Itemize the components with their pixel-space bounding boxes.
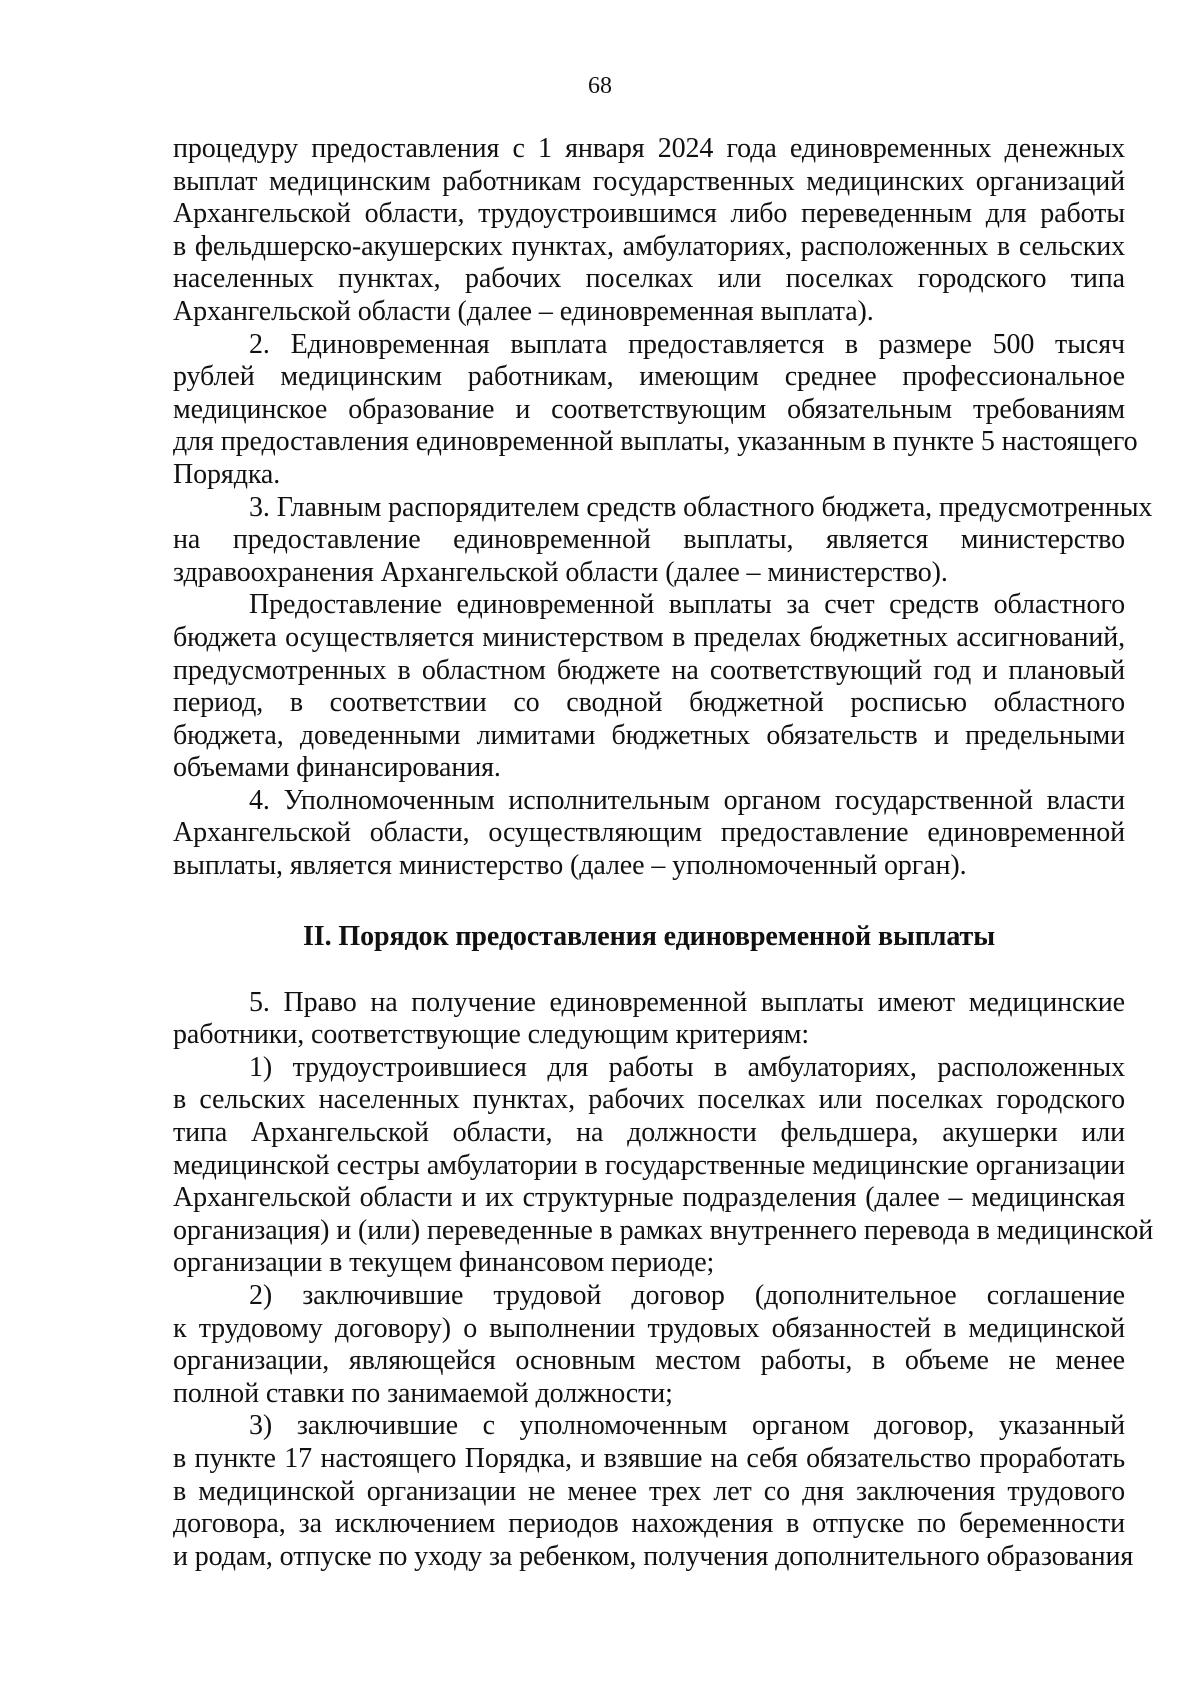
paragraph-p-5-1 [173, 1051, 1154, 1280]
paragraphs-before-heading [173, 133, 1153, 883]
text-line: в медицинской организации не менее трех лет со дня заключения трудового [173, 1475, 1125, 1507]
text-line: предусмотренных в областном бюджете на соответствующий год и плановый [173, 654, 1125, 686]
document-body [173, 133, 1154, 1573]
text-line: 3. Главным распорядителем средств областного бюджета, предусмотренных [249, 491, 1153, 523]
text-line: 1) трудоустроившиеся для работы в амбулаториях, расположенных [249, 1051, 1125, 1083]
text-line: рублей медицинским работникам, имеющим среднее профессиональное [173, 361, 1125, 393]
text-line: Архангельской области, трудоустроившимся либо переведенным для работы [173, 198, 1125, 230]
text-line: работники, соответствующие следующим критериям: [173, 1019, 810, 1051]
paragraph-p-5 [173, 987, 1125, 1052]
text-line: на предоставление единовременной выплаты, является министерство [173, 524, 1125, 556]
paragraph-p-5-3 [173, 1410, 1134, 1573]
text-line: Архангельской области, осуществляющим предоставление единовременной [173, 817, 1125, 849]
text-line: период, в соответствии со сводной бюджетной росписью областного [173, 687, 1125, 719]
text-line: 2. Единовременная выплата предоставляется в размере 500 тысяч [249, 328, 1125, 360]
text-line: медицинской сестры амбулатории в государственные медицинские организации [173, 1149, 1125, 1181]
text-line: выплат медицинским работникам государственных медицинских организаций [173, 165, 1125, 197]
text-line: типа Архангельской области, на должности фельдшера, акушерки или [173, 1117, 1125, 1149]
paragraph-p-3b [173, 589, 1125, 785]
text-line: 5. Право на получение единовременной выплаты имеют медицинские [249, 986, 1125, 1018]
text-line: объемами финансирования. [173, 752, 501, 784]
text-line: в фельдшерско-акушерских пунктах, амбулаториях, расположенных в сельских [173, 230, 1125, 262]
text-line: Порядка. [173, 458, 281, 490]
paragraph-p-2 [173, 328, 1138, 492]
text-line: процедуру предоставления с 1 января 2024 года единовременных денежных [173, 133, 1125, 164]
text-line: договора, за исключением периодов нахождения в отпуске по беременности [173, 1508, 1125, 1540]
text-line: Архангельской области и их структурные подразделения (далее – медицинская [173, 1182, 1125, 1214]
text-line: бюджета осуществляется министерством в пределах бюджетных ассигнований, [173, 621, 1125, 653]
text-line: в сельских населенных пунктах, рабочих поселках или поселках городского [173, 1084, 1125, 1116]
paragraphs-after-heading [173, 986, 1154, 1574]
paragraph-p-3 [173, 491, 1153, 590]
paragraph-p-5-2 [173, 1280, 1125, 1410]
text-line: 4. Уполномоченным исполнительным органом государственной власти [249, 784, 1125, 816]
text-line: населенных пунктах, рабочих поселках или поселках городского типа [173, 263, 1125, 295]
text-line: бюджета, доведенными лимитами бюджетных обязательств и предельными [173, 719, 1125, 751]
text-line: 2) заключившие трудовой договор (дополнительное соглашение [249, 1280, 1125, 1311]
text-line: 3) заключившие с уполномоченным органом договор, указанный [249, 1410, 1125, 1442]
text-line: организации в текущем финансовом периоде; [173, 1247, 715, 1279]
text-line: организация) и (или) переведенные в рамках внутреннего перевода в медицинской [173, 1214, 1154, 1246]
text-line: для предоставления единовременной выплаты, указанным в пункте 5 настоящего [173, 426, 1138, 458]
text-line: полной ставки по занимаемой должности; [173, 1377, 673, 1409]
text-line: и родам, отпуске по уходу за ребенком, получения дополнительного образования [173, 1540, 1134, 1572]
paragraph-p-4 [173, 785, 1125, 883]
text-line: организации, являющейся основным местом работы, в объеме не менее [173, 1345, 1125, 1377]
paragraph-p-intro [173, 133, 1125, 329]
text-line: выплаты, является министерство (далее – уполномоченный орган). [173, 850, 967, 882]
text-line: в пункте 17 настоящего Порядка, и взявшие на себя обязательство проработать [173, 1442, 1125, 1474]
text-line: Архангельской области (далее – единовременная выплата). [173, 295, 874, 327]
section-heading: II. Порядок предоставления единовременной выплаты [303, 920, 995, 952]
page-number: 68 [588, 73, 612, 99]
text-line: здравоохранения Архангельской области (далее – министерство). [173, 556, 948, 588]
text-line: к трудовому договору) о выполнении трудовых обязанностей в медицинской [173, 1312, 1125, 1344]
text-line: Предоставление единовременной выплаты за счет средств областного [249, 589, 1125, 621]
text-line: медицинское образование и соответствующим обязательным требованиям [173, 393, 1125, 425]
